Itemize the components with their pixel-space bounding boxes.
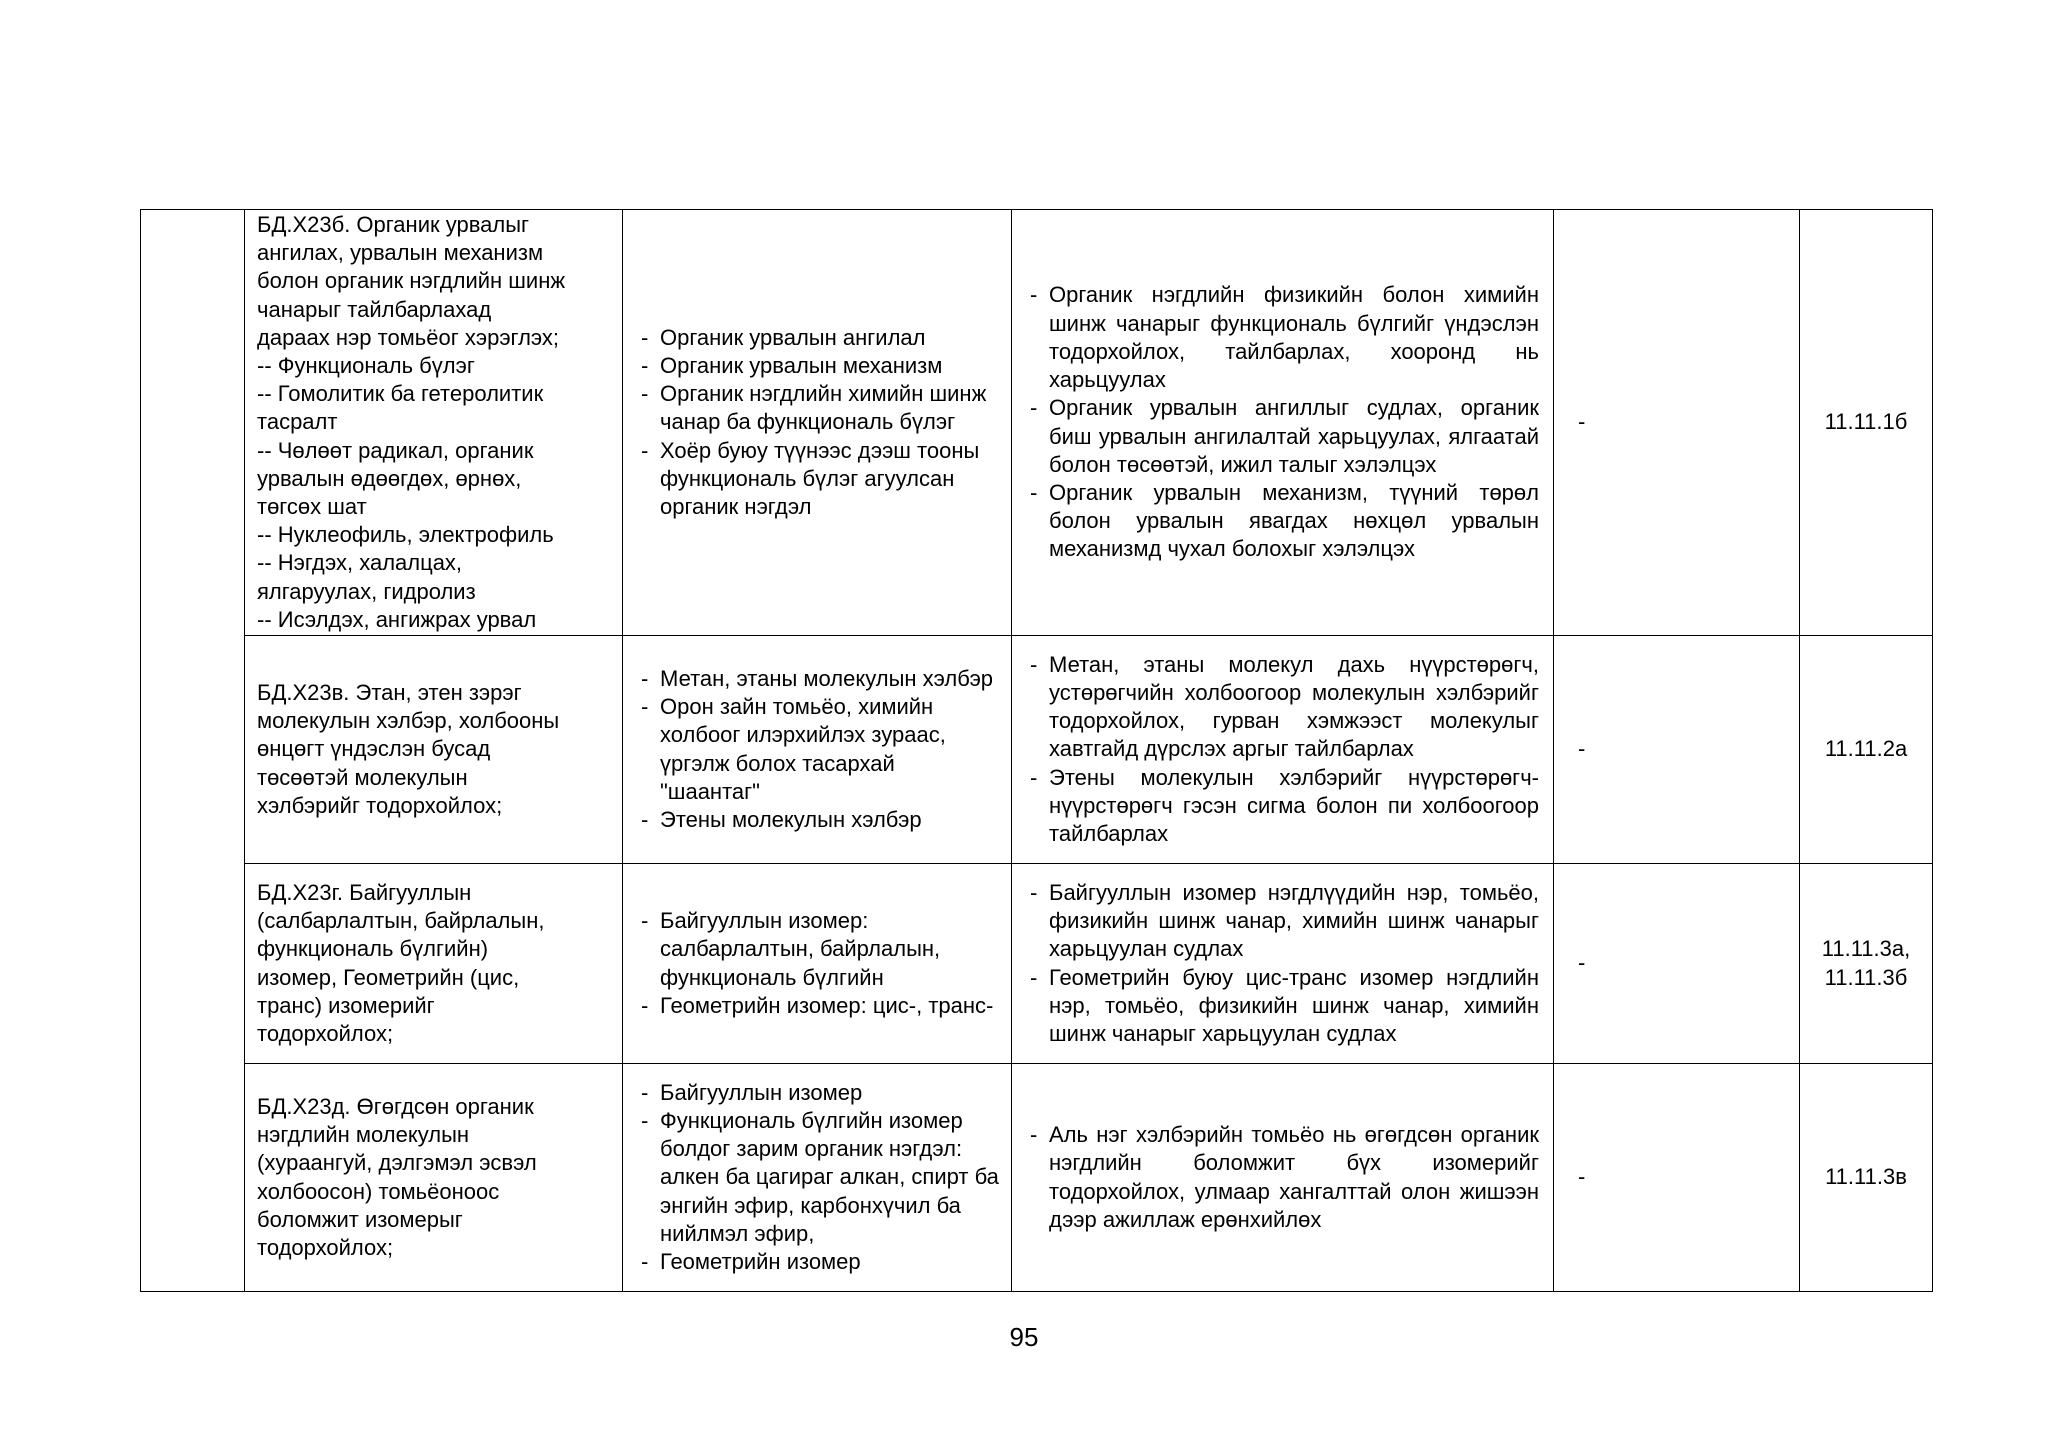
content-item: - Байгууллын изомер: салбарлалтын, байрлалын, функциональ бүлгийн xyxy=(641,907,999,992)
objective-line: -- Нуклеофиль, электрофиль xyxy=(257,522,554,548)
code-cell: 11.11.3а, 11.11.3б xyxy=(1800,864,1933,1064)
skills-item: - Аль нэг хэлбэрийн томьёо нь өгөгдсөн органик нэгдлийн боломжит бүх изомерийг тодорхойлох, улмаар хангалттай олон жишээн дээр ажиллаж ерөнхийлөх xyxy=(1030,1121,1539,1234)
objective-line: -- Чөлөөт радикал, органик xyxy=(257,437,534,463)
skills-cell xyxy=(1012,864,1554,1064)
content-item: - Органик нэгдлийн химийн шинж чанар ба функциональ бүлэг xyxy=(641,380,999,436)
skills-list xyxy=(1030,651,1539,848)
objective-line: төгсөх шат xyxy=(257,494,367,519)
content-item: - Геометрийн изомер xyxy=(641,1248,999,1276)
curriculum-table xyxy=(140,209,1933,1292)
page-number: 95 xyxy=(1009,1322,1039,1352)
skills-list xyxy=(1030,879,1539,1048)
objective-line: болон органик нэгдлийн шинж xyxy=(257,268,566,294)
objective-line: ангилах, урвалын механизм xyxy=(257,240,544,266)
skills-item: - Геометрийн буюу цис-транс изомер нэгдлийн нэр, томьёо, физикийн шинж чанар, химийн шинж чанарыг харьцуулан судлах xyxy=(1030,964,1539,1049)
objective-line: молекулын хэлбэр, холбооны xyxy=(257,708,560,734)
objective-cell xyxy=(245,864,623,1064)
objective-line: өнцөгт үндэслэн бусад xyxy=(257,736,491,762)
content-item: - Органик урвалын механизм xyxy=(641,352,999,380)
content-item: - Функциональ бүлгийн изомер болдог зарим органик нэгдэл: алкен ба цагираг алкан, спирт ба энгийн эфир, карбонхүчил ба нийлмэл эфир, xyxy=(641,1107,999,1248)
dash-cell: - xyxy=(1554,1064,1800,1292)
objective-line: тодорхойлох; xyxy=(257,1020,394,1046)
content-item: - Метан, этаны молекулын хэлбэр xyxy=(641,665,999,693)
content-list xyxy=(641,324,999,521)
objective-line: холбоосон) томьёоноос xyxy=(257,1178,500,1204)
table-row xyxy=(141,636,1933,864)
dash-cell: - xyxy=(1554,636,1800,864)
skills-item: - Байгууллын изомер нэгдлүүдийн нэр, томьёо, физикийн шинж чанар, химийн шинж чанарыг харьцуулан судлах xyxy=(1030,879,1539,964)
objective-line: чанарыг тайлбарлахад xyxy=(257,296,492,322)
skills-cell xyxy=(1012,636,1554,864)
table-row xyxy=(141,210,1933,636)
table-row xyxy=(141,864,1933,1064)
objective-line: БД.Х23г. Байгууллын xyxy=(257,879,472,905)
content-cell xyxy=(623,636,1012,864)
table-body xyxy=(141,210,1933,1292)
objective-cell xyxy=(245,210,623,636)
code-cell: 11.11.2а xyxy=(1800,636,1933,864)
skills-list xyxy=(1030,1121,1539,1234)
skills-list xyxy=(1030,281,1539,563)
content-list xyxy=(641,1079,999,1276)
table-row xyxy=(141,1064,1933,1292)
objective-line: (салбарлалтын, байрлалын, xyxy=(257,908,545,934)
objective-cell xyxy=(245,636,623,864)
skills-item: - Этены молекулын хэлбэрийг нүүрстөрөгч-нүүрстөрөгч гэсэн сигма болон пи холбоогоор тайлбарлах xyxy=(1030,764,1539,849)
objective-line: БД.Х23в. Этан, этен зэрэг xyxy=(257,679,522,705)
objective-line: ялгаруулах, гидролиз xyxy=(257,578,476,604)
objective-line: -- Нэгдэх, халалцах, xyxy=(257,550,463,576)
skills-item: - Органик нэгдлийн физикийн болон химийн шинж чанарыг функциональ бүлгийг үндэслэн тодорхойлох, тайлбарлах, хооронд нь харьцуулах xyxy=(1030,281,1539,394)
content-item: - Органик урвалын ангилал xyxy=(641,324,999,352)
objective-line: БД.Х23б. Органик урвалыг xyxy=(257,211,530,237)
skills-cell xyxy=(1012,1064,1554,1292)
content-list xyxy=(641,665,999,834)
objective-line: (хураангуй, дэлгэмэл эсвэл xyxy=(257,1150,537,1176)
content-item: - Хоёр буюу түүнээс дээш тооны функциональ бүлэг агуулсан органик нэгдэл xyxy=(641,437,999,522)
merged-first-column xyxy=(141,210,245,1292)
skills-item: - Органик урвалын ангиллыг судлах, органик биш урвалын ангилалтай харьцуулах, ялгаатай болон төсөөтэй, ижил талыг хэлэлцэх xyxy=(1030,394,1539,479)
content-item: - Геометрийн изомер: цис-, транс- xyxy=(641,992,999,1020)
objective-line: урвалын өдөөгдөх, өрнөх, xyxy=(257,465,522,491)
content-item: - Орон зайн томьёо, химийн холбоог илэрхийлэх зураас, үргэлж болох тасархай "шаантаг" xyxy=(641,693,999,806)
objective-line: нэгдлийн молекулын xyxy=(257,1122,470,1148)
content-cell xyxy=(623,864,1012,1064)
skills-cell xyxy=(1012,210,1554,636)
objective-cell xyxy=(245,1064,623,1292)
objective-line: тасралт xyxy=(257,409,338,435)
objective-line: -- Исэлдэх, ангижрах урвал xyxy=(257,606,537,632)
objective-line: -- Гомолитик ба гетеролитик xyxy=(257,381,544,407)
objective-line: -- Функциональ бүлэг xyxy=(257,352,475,378)
code-cell: 11.11.1б xyxy=(1800,210,1933,636)
content-list xyxy=(641,907,999,1020)
objective-line: төсөөтэй молекулын xyxy=(257,764,468,790)
objective-line: транс) изомерийг xyxy=(257,992,435,1018)
code-cell: 11.11.3в xyxy=(1800,1064,1933,1292)
objective-line: БД.Х23д. Өгөгдсөн органик xyxy=(257,1093,534,1119)
dash-cell: - xyxy=(1554,210,1800,636)
skills-item: - Метан, этаны молекул дахь нүүрстөрөгч, устөрөгчийн холбоогоор молекулын хэлбэрийг тодорхойлох, гурван хэмжээст молекулыг хавтгайд дүрслэх аргыг тайлбарлах xyxy=(1030,651,1539,764)
objective-line: хэлбэрийг тодорхойлох; xyxy=(257,792,503,818)
objective-line: боломжит изомерыг xyxy=(257,1206,463,1232)
objective-line: изомер, Геометрийн (цис, xyxy=(257,964,520,990)
objective-line: тодорхойлох; xyxy=(257,1234,394,1260)
content-item: - Байгууллын изомер xyxy=(641,1079,999,1107)
content-cell xyxy=(623,210,1012,636)
objective-line: дараах нэр томьёог хэрэглэх; xyxy=(257,324,560,350)
dash-cell: - xyxy=(1554,864,1800,1064)
content-item: - Этены молекулын хэлбэр xyxy=(641,806,999,834)
content-cell xyxy=(623,1064,1012,1292)
skills-item: - Органик урвалын механизм, түүний төрөл болон урвалын явагдах нөхцөл урвалын механизмд чухал болохыг хэлэлцэх xyxy=(1030,479,1539,564)
objective-line: функциональ бүлгийн) xyxy=(257,936,489,962)
